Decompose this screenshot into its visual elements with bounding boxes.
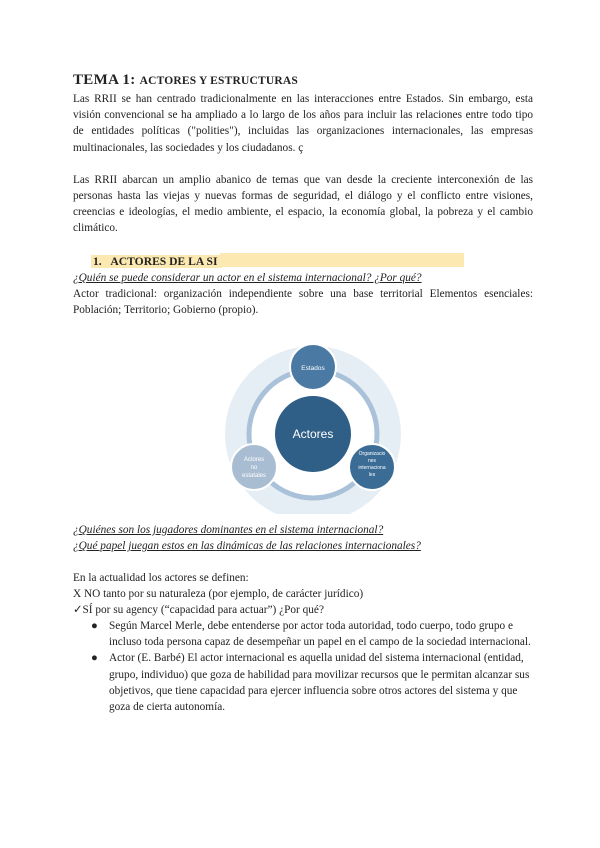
definition-traditional-actor: Actor tradicional: organización independiente sobre una base territorial Elementos esenciales: Población; Territorio; Gobierno (propio). (73, 287, 533, 316)
diagram-node-top-label: Estados (301, 365, 325, 373)
intro-paragraph-2: Las RRII abarcan un amplio abanico de temas que van desde la creciente interconexión de las personas hasta las viejas y nuevas formas de seguridad, el diálogo y el conflicto entre visiones, creencias e ideologías, el medio ambiente, el espacio, la economía global, la pobreza y el cambio climático. (73, 173, 533, 235)
page-title (73, 72, 533, 89)
diagram-center-label: Actores (292, 427, 334, 442)
title-sub: ACTORES Y ESTRUCTURAS (139, 75, 299, 87)
diagram-node-right-label-3: internaciona (358, 465, 386, 472)
definitions-intro: En la actualidad los actores se definen: (73, 572, 249, 585)
section-number: 1. (93, 254, 102, 268)
question-dominant-players: ¿Quiénes son los jugadores dominantes en el sistema internacional? (73, 524, 384, 537)
list-item (73, 618, 533, 650)
question-actor: ¿Quién se puede considerar un actor en el sistema internacional? ¿Por qué? (73, 271, 422, 284)
bullet-text-merle: Según Marcel Merle, debe entenderse por actor toda autoridad, todo cuerpo, todo grupo e incluso toda persona capaz de desempeñar un papel en el campo de la sociedad internacional. (109, 620, 531, 649)
diagram-node-left-label-3: estatales (241, 473, 267, 480)
actors-cycle-diagram (198, 334, 438, 514)
diagram-node-right-label-4: les (368, 472, 376, 479)
title-main: TEMA 1: (73, 72, 136, 88)
diagram-node-right-label-2: nes (367, 458, 377, 465)
bullet-icon: ● (91, 620, 98, 633)
section-title: ACTORES DE LA SI (110, 254, 218, 268)
section-heading (91, 253, 533, 270)
diagram-node-left-label-2: no (250, 465, 258, 472)
document-body (73, 72, 533, 715)
list-item (73, 650, 533, 715)
actors-diagram-svg (198, 334, 438, 514)
definitions-not-line: X NO tanto por su naturaleza (por ejemplo, de carácter jurídico) (73, 588, 364, 601)
intro-paragraph-1: Las RRII se han centrado tradicionalmente en las interacciones entre Estados. Sin embargo, esta visión convencional se ha ampliado a lo largo de los años para incluir las relaciones entre todo tipo de entidades políticas ("polities"), incluidas las organizaciones internacionales, las empresas multinacionales, las sociedades y los ciudadanos. ç (73, 93, 533, 154)
question-role: ¿Qué papel juegan estos en las dinámicas de las relaciones internacionales? (73, 540, 421, 553)
definitions-bullet-list (73, 618, 533, 715)
diagram-node-right-label-1: Organizacio (358, 451, 386, 458)
definitions-yes-line: ✓SÍ por su agency (“capacidad para actuar”) ¿Por qué? (73, 604, 324, 617)
bullet-icon: ● (91, 652, 98, 665)
bullet-text-barbe: Actor (E. Barbé) El actor internacional es aquella unidad del sistema internacional (entidad, grupo, individuo) que goza de habilidad para movilizar recursos que le permitan alcanzar sus objetivos, que tiene capacidad para ejercer influencia sobre otros actores del sistema y que goza de cierta autonomía. (109, 652, 530, 714)
diagram-node-left-label-1: Actores (243, 457, 265, 464)
